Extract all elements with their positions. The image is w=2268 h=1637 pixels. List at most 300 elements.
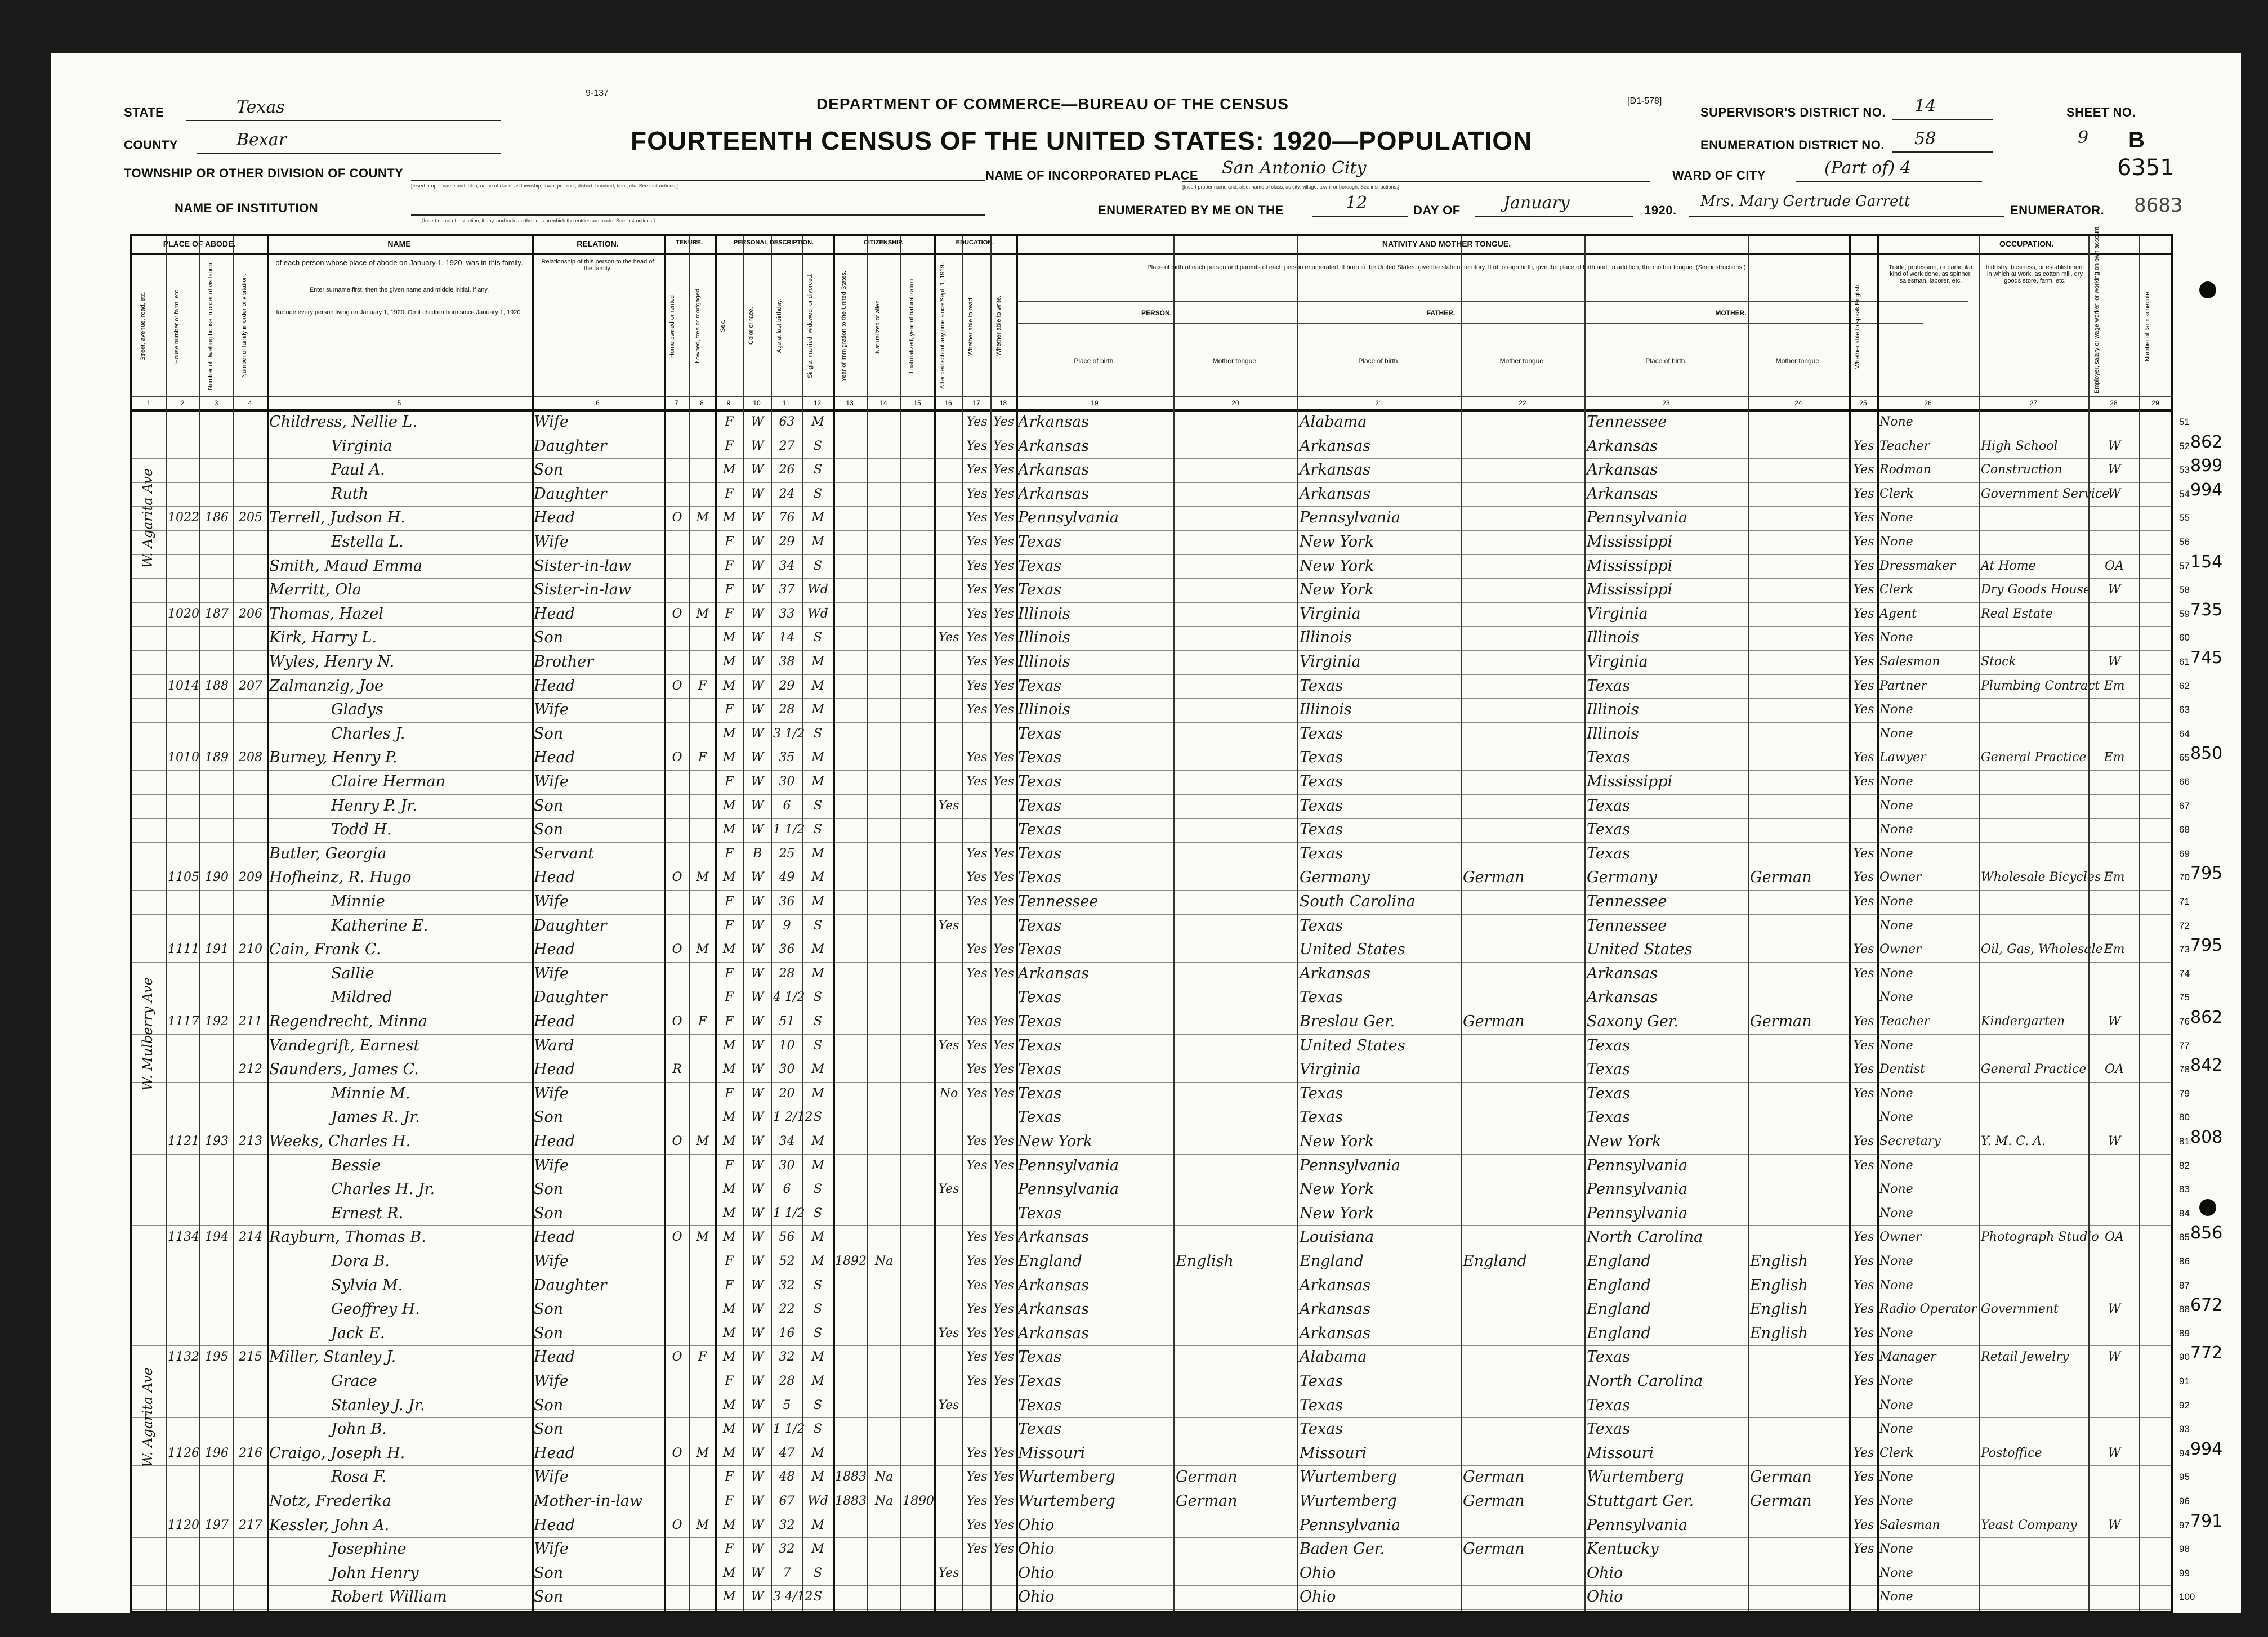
age-cell: 7 (783, 1566, 791, 1580)
margin-note: 795 (2190, 936, 2223, 956)
mpob-cell: Pennsylvania (1587, 1204, 1687, 1222)
table-row (132, 1202, 2190, 1227)
age-cell: 4 1/2 (773, 990, 805, 1005)
trade-cell: None (1879, 990, 1913, 1005)
marital-cell: M (811, 942, 824, 957)
own-cell: O (672, 1014, 682, 1028)
dwelling-head: Number of dwelling house in order of visitation. (207, 261, 214, 391)
trade-cell: None (1879, 511, 1913, 525)
marital-cell: M (811, 1350, 824, 1365)
read-cell: Yes (966, 678, 988, 693)
mpob-cell: Missouri (1587, 1444, 1654, 1462)
column-divider (1016, 236, 1018, 1611)
sex-cell: M (722, 1398, 736, 1412)
race-cell: W (751, 415, 764, 429)
line-number: 71 (2179, 896, 2190, 907)
eng-cell: Yes (1853, 1014, 1874, 1028)
trade-cell: None (1879, 1038, 1913, 1053)
emp-cell: W (2108, 486, 2121, 501)
write-cell: Yes (993, 942, 1014, 957)
emp-cell: W (2108, 1350, 2121, 1365)
name-cell: Weeks, Charles H. (269, 1133, 411, 1150)
mpob-cell: Virginia (1587, 605, 1648, 623)
line-number: 51 (2179, 417, 2190, 427)
eng-cell: Yes (1853, 894, 1874, 909)
eng-cell: Yes (1853, 1062, 1874, 1077)
sex-cell: F (725, 583, 734, 597)
race-cell: W (751, 822, 764, 837)
name-cell: Estella L. (331, 533, 404, 551)
race-cell: W (751, 1038, 764, 1053)
imm-cell: 1883 (835, 1470, 867, 1484)
trade-cell: Salesman (1879, 1518, 1940, 1532)
trade-cell: None (1879, 1566, 1913, 1580)
age-cell: 38 (779, 655, 795, 669)
mpob-cell: Texas (1587, 1348, 1631, 1366)
line-number: 70 (2179, 872, 2190, 883)
name-cell: Cain, Frank C. (269, 941, 381, 959)
read-cell: Yes (966, 775, 988, 789)
write-cell: Yes (993, 775, 1014, 789)
column-number: 28 (2110, 399, 2118, 407)
race-cell: W (751, 1254, 764, 1268)
marital-cell: M (811, 1086, 824, 1101)
sex-cell: M (722, 1590, 736, 1604)
group-occupation: OCCUPATION. (1999, 239, 2053, 248)
dwelling-cell: 189 (205, 750, 229, 765)
sheet-letter: B (2128, 128, 2145, 153)
read-cell: Yes (966, 1062, 988, 1077)
fpob-cell: Alabama (1300, 413, 1367, 431)
line-number: 92 (2179, 1399, 2190, 1411)
mort-cell: M (696, 1230, 709, 1245)
pob-cell: Texas (1018, 1061, 1062, 1079)
line-number: 87 (2179, 1280, 2190, 1291)
line-number: 77 (2179, 1040, 2190, 1051)
mpob-cell: Arkansas (1587, 437, 1658, 455)
write-cell: Yes (993, 558, 1014, 573)
table-row (132, 1562, 2190, 1586)
marital-cell: M (811, 703, 824, 717)
census-sheet (51, 53, 2241, 1613)
tongue-cell: German (1176, 1468, 1238, 1486)
write-cell: Yes (993, 1158, 1014, 1173)
township-label: TOWNSHIP OR OTHER DIVISION OF COUNTY (124, 166, 404, 180)
race-cell: W (751, 1398, 764, 1412)
column-divider (1748, 236, 1749, 1611)
write-cell: Yes (993, 535, 1014, 549)
fpob-cell: United States (1300, 1036, 1405, 1054)
fpob-cell: Wurtemberg (1300, 1492, 1397, 1510)
mpob-cell: Pennsylvania (1587, 1180, 1687, 1198)
institution-label: NAME OF INSTITUTION (175, 201, 319, 215)
fpob-cell: Texas (1300, 1420, 1343, 1438)
supervisor-value: 14 (1914, 96, 1936, 116)
emp-cell: W (2108, 1014, 2121, 1028)
fpob-cell: Virginia (1300, 653, 1361, 670)
sex-cell: F (725, 966, 734, 981)
race-cell: W (751, 1014, 764, 1028)
marital-cell: M (811, 1470, 824, 1484)
name-cell: Stanley J. Jr. (331, 1396, 425, 1414)
emp-cell: W (2108, 655, 2121, 669)
marital-cell: S (813, 1038, 823, 1053)
race-cell: W (751, 942, 764, 957)
column-number: 23 (1662, 399, 1670, 407)
trade-cell: None (1879, 1254, 1913, 1268)
marital-cell: S (813, 1278, 823, 1292)
emp-cell: Em (2104, 678, 2125, 693)
table-row (132, 1345, 2190, 1370)
table-row (132, 914, 2190, 939)
table-row (132, 842, 2190, 867)
race-cell: W (751, 990, 764, 1005)
relation-cell: Wife (534, 964, 569, 982)
relation-cell: Sister-in-law (534, 581, 631, 599)
mpob-cell: Texas (1587, 821, 1631, 839)
age-cell: 16 (779, 1326, 795, 1340)
emp-cell: W (2108, 1518, 2121, 1532)
race-cell: W (751, 558, 764, 573)
street-name: W. Mulberry Ave (140, 977, 155, 1091)
fpob-cell: Arkansas (1300, 485, 1371, 503)
mpob-cell: Stuttgart Ger. (1587, 1492, 1694, 1510)
mort-cell: F (698, 678, 707, 693)
emp-cell: Em (2104, 750, 2125, 765)
industry-cell: General Practice (1981, 1062, 2087, 1077)
marital-cell: M (811, 511, 824, 525)
relation-cell: Head (534, 1444, 575, 1462)
write-cell: Yes (993, 1038, 1014, 1053)
school-cell: Yes (938, 1326, 959, 1340)
supervisor-label: SUPERVISOR'S DISTRICT NO. (1700, 105, 1886, 119)
group-name: NAME (387, 239, 411, 248)
marital-cell: S (813, 1398, 823, 1412)
line-number: 78 (2179, 1064, 2190, 1075)
eng-cell: Yes (1853, 1254, 1874, 1268)
ftongue-cell: German (1463, 1540, 1525, 1558)
mpob-cell: Kentucky (1587, 1540, 1659, 1558)
relation-cell: Daughter (534, 1276, 607, 1294)
fpob-cell: Arkansas (1300, 1324, 1371, 1342)
place-label: NAME OF INCORPORATED PLACE (985, 168, 1199, 182)
table-row (132, 938, 2190, 963)
table-row (132, 1394, 2190, 1419)
sex-cell: M (722, 511, 736, 525)
age-cell: 29 (779, 535, 795, 549)
eng-cell: Yes (1853, 1446, 1874, 1460)
relation-cell: Wife (534, 773, 569, 790)
house-cell: 1134 (168, 1230, 199, 1245)
race-cell: W (751, 655, 764, 669)
column-number: 26 (1924, 399, 1932, 407)
race-cell: W (751, 1230, 764, 1245)
punch-hole (2199, 1199, 2216, 1216)
mpob-cell: England (1587, 1253, 1651, 1270)
pob-cell: Ohio (1018, 1564, 1055, 1582)
eng-cell: Yes (1853, 1278, 1874, 1292)
dwelling-cell: 196 (205, 1446, 229, 1460)
column-divider (1877, 236, 1879, 1611)
write-cell: Yes (993, 1350, 1014, 1365)
family-head: Number of family in order of visitation. (241, 274, 248, 378)
relation-cell: Wife (534, 893, 569, 910)
family-cell: 212 (239, 1062, 262, 1077)
english-head: Whether able to speak English. (1854, 283, 1861, 369)
trade-head: Trade, profession, or particular kind of work done, as spinner, salesman, laborer, etc. (1888, 264, 1973, 284)
pob-cell: Texas (1018, 1420, 1062, 1438)
sex-cell: F (725, 703, 734, 717)
mpob-cell: Texas (1587, 1084, 1631, 1102)
mpob-cell: United States (1587, 941, 1693, 959)
marital-cell: S (813, 1566, 823, 1580)
line-number: 84 (2179, 1207, 2190, 1219)
eng-cell: Yes (1853, 678, 1874, 693)
trade-cell: None (1879, 1206, 1913, 1220)
table-row (132, 794, 2190, 819)
marital-cell: S (813, 726, 823, 741)
margin-note: 994 (2190, 480, 2223, 500)
column-divider (1297, 236, 1298, 1611)
marital-cell: S (813, 463, 823, 477)
mpob-cell: Illinois (1587, 629, 1639, 647)
fpob-cell: Baden Ger. (1300, 1540, 1385, 1558)
trade-cell: None (1879, 1422, 1913, 1437)
form-number: 9-137 (586, 88, 609, 98)
fpob-cell: Texas (1300, 1084, 1343, 1102)
house-cell: 1010 (168, 750, 199, 765)
own-cell: O (672, 1230, 682, 1245)
pob-cell: Texas (1018, 533, 1062, 551)
relation-cell: Wife (534, 533, 569, 551)
age-cell: 76 (779, 511, 795, 525)
read-cell: Yes (966, 583, 988, 597)
pob-cell: Arkansas (1018, 1324, 1090, 1342)
table-row (132, 602, 2190, 627)
group-relation: RELATION. (577, 239, 619, 248)
pob-cell: Arkansas (1018, 1300, 1090, 1318)
age-cell: 1 1/2 (773, 1422, 805, 1437)
table-row (132, 1225, 2190, 1250)
fpob-cell: Pennsylvania (1300, 1156, 1400, 1174)
mother-tongue-head: Mother tongue. (1775, 357, 1821, 365)
marital-cell: M (811, 1518, 824, 1532)
table-row (132, 1250, 2190, 1274)
enumerated-month: January (1503, 193, 1570, 213)
own-cell: O (672, 1518, 682, 1532)
eng-cell: Yes (1853, 606, 1874, 621)
mpob-cell: Texas (1587, 1036, 1631, 1054)
name-cell: Rosa F. (331, 1468, 387, 1486)
column-number: 25 (1859, 399, 1867, 407)
sex-cell: F (725, 1494, 734, 1508)
fpob-cell: New York (1300, 533, 1374, 551)
fpob-cell: Ohio (1300, 1564, 1336, 1582)
age-cell: 52 (779, 1254, 795, 1268)
write-head: Whether able to write. (995, 296, 1002, 356)
relation-cell: Son (534, 629, 564, 647)
line-number: 80 (2179, 1112, 2190, 1123)
race-cell: W (751, 1590, 764, 1604)
column-number: 24 (1794, 399, 1802, 407)
house-cell: 1121 (168, 1134, 199, 1148)
dwelling-cell: 195 (205, 1350, 229, 1365)
trade-cell: None (1879, 822, 1913, 837)
day-of-label: DAY OF (1413, 203, 1461, 217)
eng-cell: Yes (1853, 583, 1874, 597)
pob-cell: Texas (1018, 1108, 1062, 1126)
race-cell: W (751, 1350, 764, 1365)
write-cell: Yes (993, 703, 1014, 717)
table-row (132, 1178, 2190, 1202)
mpob-cell: Pennsylvania (1587, 509, 1687, 527)
read-cell: Yes (966, 1278, 988, 1292)
mpob-cell: Texas (1587, 797, 1631, 815)
sex-cell: M (722, 1038, 736, 1053)
mpob-cell: North Carolina (1587, 1372, 1703, 1390)
table-row (132, 1034, 2190, 1059)
emp-cell: W (2108, 1446, 2121, 1460)
read-cell: Yes (966, 606, 988, 621)
dwelling-cell: 192 (205, 1014, 229, 1028)
fpob-cell: Pennsylvania (1300, 509, 1400, 527)
table-row (132, 458, 2190, 483)
race-cell: W (751, 1158, 764, 1173)
name-cell: James R. Jr. (331, 1108, 420, 1126)
group-education: EDUCATION. (956, 239, 994, 246)
column-number: 6 (596, 399, 600, 407)
name-cell: Bessie (331, 1156, 381, 1174)
mpob-cell: Arkansas (1587, 461, 1658, 479)
read-cell: Yes (966, 439, 988, 453)
pob-cell: Ohio (1018, 1588, 1055, 1606)
sheet-value: 9 (2078, 128, 2089, 147)
sex-cell: F (725, 1086, 734, 1101)
enumerated-day: 12 (1346, 193, 1368, 213)
trade-cell: Dentist (1879, 1062, 1925, 1077)
column-number: 19 (1091, 399, 1099, 407)
house-cell: 1020 (168, 606, 199, 621)
sex-cell: M (722, 1326, 736, 1340)
family-cell: 214 (239, 1230, 262, 1245)
relation-cell: Head (534, 749, 575, 767)
sex-cell: F (725, 486, 734, 501)
fpob-cell: Arkansas (1300, 461, 1371, 479)
margin-note: 795 (2190, 864, 2223, 884)
write-cell: Yes (993, 1326, 1014, 1340)
emp-cell: OA (2105, 1230, 2124, 1245)
age-cell: 28 (779, 703, 795, 717)
column-number: 13 (846, 399, 854, 407)
margin-note: 842 (2190, 1055, 2223, 1076)
line-number: 95 (2179, 1471, 2190, 1483)
line-number: 66 (2179, 776, 2190, 787)
name-cell: Jack E. (331, 1324, 385, 1342)
race-cell: W (751, 1134, 764, 1148)
marital-cell: M (811, 894, 824, 909)
race-cell: W (751, 1422, 764, 1437)
family-cell: 213 (239, 1134, 262, 1148)
line-number: 72 (2179, 920, 2190, 931)
write-cell: Yes (993, 606, 1014, 621)
line-number: 85 (2179, 1232, 2190, 1243)
name-cell: Hofheinz, R. Hugo (269, 869, 412, 887)
own-cell: O (672, 1134, 682, 1148)
enumeration-label: ENUMERATION DISTRICT NO. (1700, 138, 1885, 152)
read-cell: Yes (966, 1494, 988, 1508)
column-divider (715, 236, 717, 1611)
fpob-cell: Arkansas (1300, 1300, 1371, 1318)
ftongue-cell: German (1463, 1013, 1525, 1030)
age-cell: 28 (779, 966, 795, 981)
trade-cell: None (1879, 1278, 1913, 1292)
mpob-cell: Texas (1587, 1061, 1631, 1079)
table-row (132, 410, 2190, 435)
line-number: 62 (2179, 680, 2190, 691)
employer-head: Employer, salary or wage worker, or working on own account. (2093, 225, 2100, 393)
ward-label: WARD OF CITY (1672, 168, 1766, 182)
name-cell: Ernest R. (331, 1204, 404, 1222)
relation-description: Relationship of this person to the head of the family. (541, 258, 654, 272)
trade-cell: None (1879, 1086, 1913, 1101)
relation-cell: Son (534, 1564, 564, 1582)
marital-cell: S (813, 1326, 823, 1340)
marital-cell: M (811, 1446, 824, 1460)
enumerator-label: ENUMERATOR. (2010, 203, 2105, 217)
street-head: Street, avenue, road, etc. (140, 291, 146, 361)
fpob-cell: New York (1300, 1133, 1374, 1150)
relation-cell: Wife (534, 1156, 569, 1174)
margin-note: 899 (2190, 456, 2223, 476)
age-cell: 30 (779, 1158, 795, 1173)
age-cell: 14 (779, 630, 795, 645)
dwelling-cell: 186 (205, 511, 229, 525)
column-divider (990, 236, 992, 1611)
race-cell: W (751, 678, 764, 693)
marital-cell: S (813, 558, 823, 573)
age-cell: 51 (779, 1014, 795, 1028)
own-cell: O (672, 606, 682, 621)
pob-cell: Texas (1018, 1396, 1062, 1414)
township-note: [Insert proper name and, also, name of class, as township, town, precinct, district, hundred, beat, etc. See instructions.] (411, 183, 678, 189)
table-row (132, 1514, 2190, 1538)
trade-cell: Dressmaker (1879, 558, 1956, 573)
column-number: 12 (813, 399, 822, 407)
pob-cell: Texas (1018, 749, 1062, 767)
sex-cell: M (722, 463, 736, 477)
margin-note: 154 (2190, 552, 2223, 572)
write-cell: Yes (993, 1470, 1014, 1484)
name-cell: Charles J. (331, 724, 405, 743)
imm-cell: 1883 (835, 1494, 867, 1508)
read-cell: Yes (966, 1302, 988, 1317)
mpob-cell: Tennessee (1587, 916, 1667, 934)
table-row (132, 650, 2190, 675)
pob-cell: Pennsylvania (1018, 509, 1119, 527)
line-number: 99 (2179, 1567, 2190, 1578)
emp-cell: W (2108, 463, 2121, 477)
eng-cell: Yes (1853, 942, 1874, 957)
ftongue-cell: German (1463, 869, 1525, 887)
age-cell: 67 (779, 1494, 795, 1508)
dwelling-cell: 193 (205, 1134, 229, 1148)
race-cell: W (751, 463, 764, 477)
race-cell: W (751, 1470, 764, 1484)
trade-cell: None (1879, 894, 1913, 909)
trade-cell: None (1879, 846, 1913, 861)
line-number: 98 (2179, 1544, 2190, 1555)
table-row (132, 1082, 2190, 1107)
